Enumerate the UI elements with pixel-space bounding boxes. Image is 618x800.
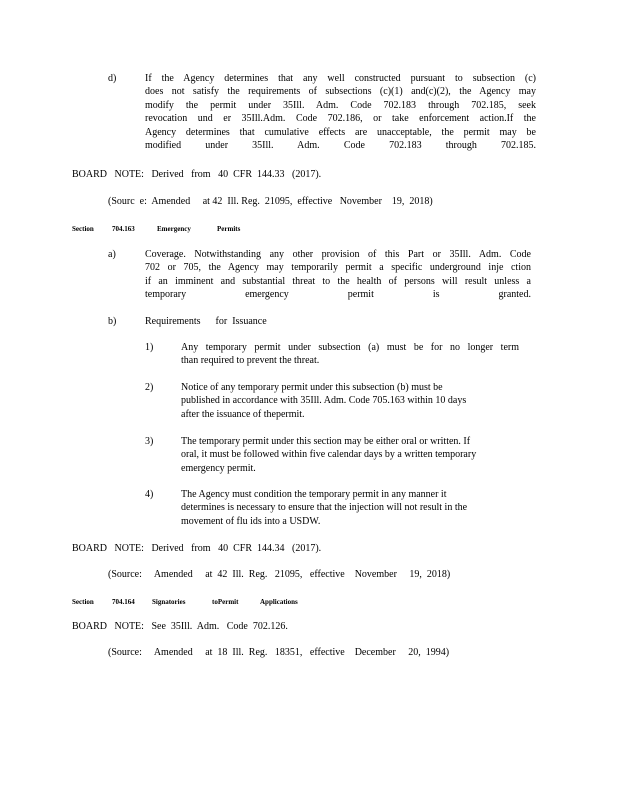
sub-item-1-label: 1) xyxy=(145,342,154,353)
section-title-word: Emergency xyxy=(157,225,191,233)
section-title-word: Signatories xyxy=(152,598,186,606)
sub-item-3-label: 3) xyxy=(145,436,154,447)
section-title-word: Permits xyxy=(217,225,241,233)
sub-item-line: than required to prevent the threat. xyxy=(181,355,320,367)
item-d-label: d) xyxy=(108,73,117,84)
source-note-2: (Source: Amended at 42 Ill. Reg. 21095, effective November 19, 2018) xyxy=(108,569,451,580)
sub-item-line: Any temporary permit under subsection (a) must be for no longer term xyxy=(181,342,519,353)
item-a-line: if an imminent and substantial threat to the health of persons will result unless a xyxy=(145,275,531,287)
item-a-line: temporary emergency permit is granted. xyxy=(145,289,531,301)
item-d-line: If the Agency determines that any well constructed pursuant to subsection (c) xyxy=(145,73,536,84)
item-a-text xyxy=(145,248,531,302)
item-d-line: revocation und er 35Ill.Adm. Code 702.186, or take enforcement action.If the xyxy=(145,113,536,125)
section-heading-704-163 xyxy=(72,224,240,234)
sub-item-line: emergency permit. xyxy=(181,462,256,474)
item-b-label: b) xyxy=(108,316,117,327)
section-number: 704.163 xyxy=(112,225,135,233)
board-note-3: BOARD NOTE: See 35Ill. Adm. Code 702.126. xyxy=(72,621,288,632)
board-note-2: BOARD NOTE: Derived from 40 CFR 144.34 (2017). xyxy=(72,543,322,554)
section-label: Section xyxy=(72,225,94,233)
item-a-line: 702 or 705, the Agency may temporarily permit a specific underground inje ction xyxy=(145,262,531,274)
sub-item-line: oral, it must be followed within five calendar days by a written temporary xyxy=(181,449,477,461)
item-a-label: a) xyxy=(108,249,116,260)
section-heading-704-164 xyxy=(72,597,298,607)
sub-item-line: movement of flu ids into a USDW. xyxy=(181,515,321,527)
item-a-line: Coverage. Notwithstanding any other provision of this Part or 35Ill. Adm. Code xyxy=(145,249,531,260)
sub-item-2-label: 2) xyxy=(145,382,154,393)
sub-item-2-text xyxy=(181,381,525,421)
source-note-1: (Sourc e: Amended at 42 Ill. Reg. 21095, effective November 19, 2018) xyxy=(108,196,433,207)
sub-item-1-text xyxy=(181,341,519,368)
sub-item-line: Notice of any temporary permit under this subsection (b) must be xyxy=(181,382,443,393)
sub-item-line: The temporary permit under this section may be either oral or written. If xyxy=(181,436,471,447)
item-d-text xyxy=(145,72,536,152)
item-b-text: Requirements for Issuance xyxy=(145,316,267,327)
section-number: 704.164 xyxy=(112,598,135,606)
item-d-line: does not satisfy the requirements of subsections (c)(1) and(c)(2), the Agency may xyxy=(145,86,536,98)
sub-item-line: published in accordance with 35Ill. Adm. Code 705.163 within 10 days xyxy=(181,395,467,407)
sub-item-line: determines is necessary to ensure that the injection will not result in the xyxy=(181,502,468,514)
item-d-line: modified under 35Ill. Adm. Code 702.183 through 702.185. xyxy=(145,140,536,152)
section-label: Section xyxy=(72,598,94,606)
board-note-1: BOARD NOTE: Derived from 40 CFR 144.33 (2017). xyxy=(72,169,322,180)
section-title-word: Applications xyxy=(260,598,298,606)
item-d-line: modify the permit under 35Ill. Adm. Code 702.183 through 702.185, seek xyxy=(145,99,536,111)
sub-item-line: The Agency must condition the temporary permit in any manner it xyxy=(181,489,447,500)
sub-item-line: after the issuance of thepermit. xyxy=(181,408,305,420)
section-title-word: toPermit xyxy=(212,598,239,606)
item-d-line: Agency determines that cumulative effects are unacceptable, the permit may be xyxy=(145,126,536,138)
source-note-3: (Source: Amended at 18 Ill. Reg. 18351, effective December 20, 1994) xyxy=(108,647,450,658)
sub-item-4-label: 4) xyxy=(145,489,154,500)
sub-item-4-text xyxy=(181,488,526,528)
sub-item-3-text xyxy=(181,435,533,475)
